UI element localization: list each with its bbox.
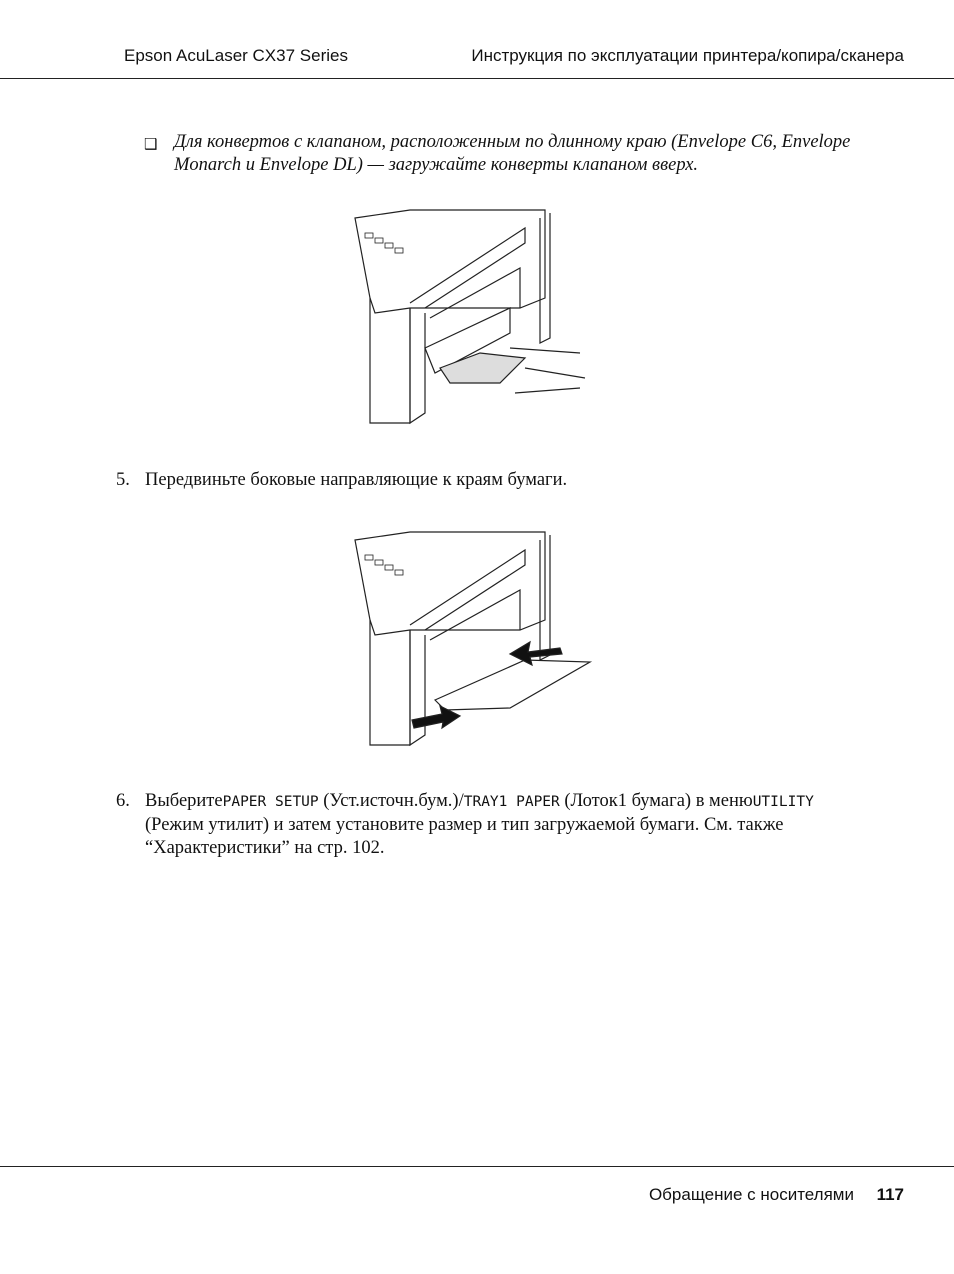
header-product: Epson AcuLaser CX37 Series <box>124 46 348 65</box>
menu-paper-setup: PAPER SETUP <box>222 794 319 810</box>
page-header <box>0 44 954 79</box>
printer-paper-guides-illustration <box>350 530 600 750</box>
page-number: 117 <box>876 1185 904 1204</box>
menu-utility: UTILITY <box>752 794 814 810</box>
text-run: (Режим утилит) и затем установите размер и тип загружаемой бумаги. См. также “Характеристики” на стр. 102. <box>145 815 784 858</box>
text-run: Выберите <box>145 791 223 811</box>
step-number: 5. <box>116 470 130 490</box>
step-6 <box>116 790 876 860</box>
text-run: (Лоток1 бумага) в меню <box>559 791 753 811</box>
step-text <box>145 790 876 860</box>
envelope-note <box>144 131 884 177</box>
page-footer <box>0 1166 954 1204</box>
step-number: 6. <box>116 791 130 811</box>
printer-envelope-illustration <box>350 208 590 428</box>
envelope-note-text: Для конвертов с клапаном, расположенным по длинному краю (Envelope C6, Envelope Monarch и Envelope DL) — загружайте конверты клапаном вверх. <box>174 132 851 175</box>
text-run: (Уст.источн.бум.)/ <box>318 791 464 811</box>
checkbox-icon: ❑ <box>144 135 158 153</box>
menu-tray1-paper: TRAY1 PAPER <box>463 794 560 810</box>
footer-section: Обращение с носителями <box>648 1185 854 1204</box>
step-5 <box>116 469 876 492</box>
step-text: Передвиньте боковые направляющие к краям бумаги. <box>145 470 568 490</box>
header-manual-title: Инструкция по эксплуатации принтера/копира/сканера <box>471 46 904 65</box>
